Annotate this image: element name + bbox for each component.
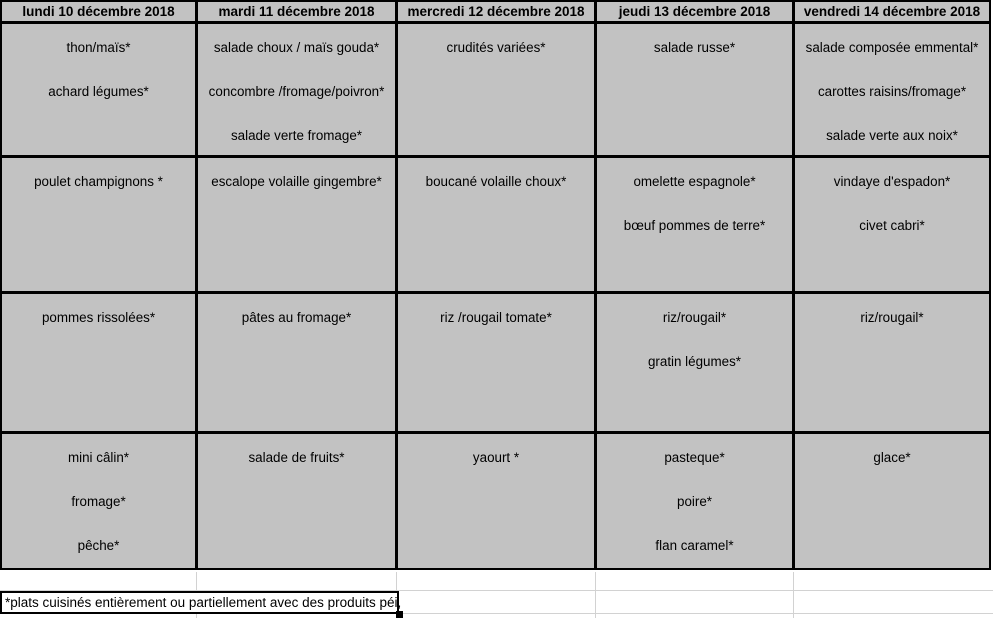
menu-item-text: civet cabri* — [859, 217, 925, 233]
menu-item-text: flan caramel* — [655, 537, 734, 553]
footnote-text: *plats cuisinés entièrement ou partiellement avec des produits péi, — [5, 595, 402, 610]
menu-item-text: riz/rougail* — [860, 309, 924, 325]
day-header-vendredi[interactable]: vendredi 14 décembre 2018 — [795, 2, 989, 21]
menu-item-text: salade verte fromage* — [230, 127, 362, 143]
menu-cell-jeudi-plat[interactable] — [597, 158, 792, 291]
menu-cell-mardi-dessert[interactable] — [198, 434, 395, 568]
menu-item-text: pasteque* — [664, 449, 725, 465]
menu-item-text: salade choux / maïs gouda* — [213, 39, 380, 55]
menu-item-text: fromage* — [71, 493, 126, 509]
footnote-cell[interactable] — [0, 591, 402, 614]
menu-cell-mercredi-plat[interactable] — [398, 158, 594, 291]
menu-item-text: salade russe* — [653, 39, 736, 55]
menu-item-text: gratin légumes* — [647, 353, 742, 369]
day-header-jeudi[interactable]: jeudi 13 décembre 2018 — [597, 2, 792, 21]
menu-cell-mardi-entree[interactable] — [198, 24, 395, 155]
menu-item-text: thon/maïs* — [66, 39, 131, 55]
menu-item-text: concombre /fromage/poivron* — [208, 83, 385, 99]
menu-item-text: crudités variées* — [446, 39, 546, 55]
menu-cell-mercredi-accompagnement[interactable] — [398, 294, 594, 431]
menu-item-text: mini câlin* — [67, 449, 130, 465]
menu-cell-vendredi-accompagnement[interactable] — [795, 294, 989, 431]
menu-cell-jeudi-entree[interactable] — [597, 24, 792, 155]
menu-item-text: pommes rissolées* — [41, 309, 156, 325]
menu-item-text: poire* — [677, 493, 712, 509]
menu-item-text: riz /rougail tomate* — [440, 309, 552, 325]
menu-item-text: achard légumes* — [48, 83, 149, 99]
selection-fill-handle-icon[interactable] — [396, 611, 403, 618]
gridline-vertical — [793, 572, 794, 618]
menu-item-text: salade verte aux noix* — [826, 127, 958, 143]
menu-item-text: salade composée emmental* — [805, 39, 979, 55]
menu-item-text: boucané volaille choux* — [425, 173, 567, 189]
menu-item-text: bœuf pommes de terre* — [623, 217, 766, 233]
menu-item-text: salade de fruits* — [248, 449, 345, 465]
menu-item-text: carottes raisins/fromage* — [817, 83, 967, 99]
menu-item-text: yaourt * — [472, 449, 520, 465]
menu-cell-mercredi-entree[interactable] — [398, 24, 594, 155]
menu-item-text: omelette espagnole* — [633, 173, 756, 189]
menu-cell-mardi-plat[interactable] — [198, 158, 395, 291]
menu-cell-mercredi-dessert[interactable] — [398, 434, 594, 568]
menu-cell-jeudi-accompagnement[interactable] — [597, 294, 792, 431]
menu-cell-vendredi-dessert[interactable] — [795, 434, 989, 568]
menu-cell-lundi-dessert[interactable] — [2, 434, 195, 568]
menu-cell-lundi-plat[interactable] — [2, 158, 195, 291]
menu-cell-jeudi-dessert[interactable] — [597, 434, 792, 568]
menu-item-text: poulet champignons * — [34, 173, 163, 189]
menu-cell-vendredi-entree[interactable] — [795, 24, 989, 155]
day-header-mardi[interactable]: mardi 11 décembre 2018 — [198, 2, 395, 21]
menu-cell-lundi-entree[interactable] — [2, 24, 195, 155]
menu-item-text: pâtes au fromage* — [241, 309, 352, 325]
day-header-lundi[interactable]: lundi 10 décembre 2018 — [2, 2, 195, 21]
day-header-mercredi[interactable]: mercredi 12 décembre 2018 — [398, 2, 594, 21]
menu-cell-lundi-accompagnement[interactable] — [2, 294, 195, 431]
menu-item-text: vindaye d'espadon* — [833, 173, 951, 189]
gridline-vertical — [595, 572, 596, 618]
menu-item-text: escalope volaille gingembre* — [211, 173, 382, 189]
menu-cell-vendredi-plat[interactable] — [795, 158, 989, 291]
menu-cell-mardi-accompagnement[interactable] — [198, 294, 395, 431]
menu-item-text: riz/rougail* — [662, 309, 727, 325]
menu-item-text: glace* — [873, 449, 911, 465]
menu-item-text: pêche* — [77, 537, 120, 553]
